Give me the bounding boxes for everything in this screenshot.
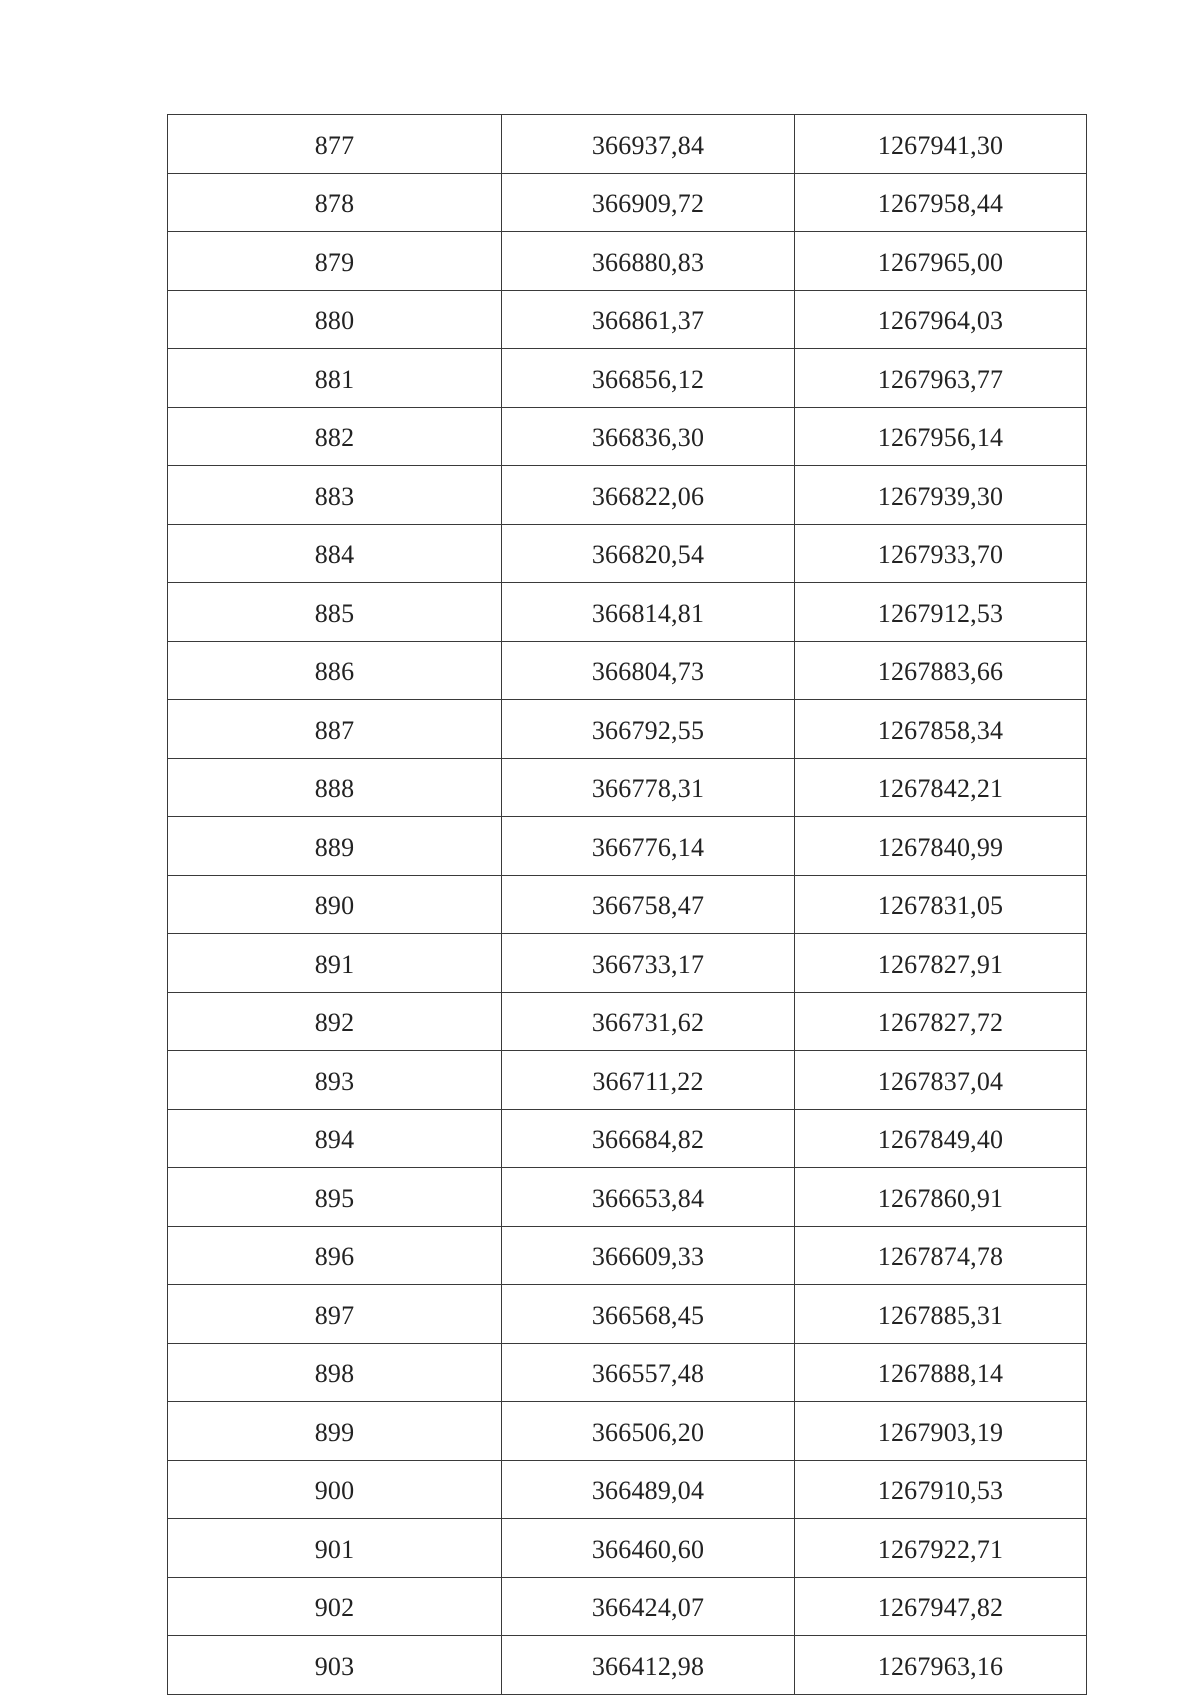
- point-number-cell: 886: [168, 641, 502, 700]
- x-coordinate-cell: 366684,82: [502, 1109, 795, 1168]
- table-row: [168, 758, 1087, 817]
- x-coordinate-cell: 366568,45: [502, 1285, 795, 1344]
- point-number-cell: 902: [168, 1577, 502, 1636]
- y-coordinate-cell: 1267963,16: [795, 1636, 1087, 1695]
- y-coordinate-cell: 1267939,30: [795, 466, 1087, 525]
- table-row: [168, 700, 1087, 759]
- x-coordinate-cell: 366711,22: [502, 1051, 795, 1110]
- point-number-cell: 879: [168, 232, 502, 291]
- point-number-cell: 892: [168, 992, 502, 1051]
- x-coordinate-cell: 366778,31: [502, 758, 795, 817]
- point-number-cell: 884: [168, 524, 502, 583]
- point-number-cell: 893: [168, 1051, 502, 1110]
- y-coordinate-cell: 1267837,04: [795, 1051, 1087, 1110]
- table-row: [168, 524, 1087, 583]
- point-number-cell: 896: [168, 1226, 502, 1285]
- point-number-cell: 899: [168, 1402, 502, 1461]
- point-number-cell: 877: [168, 115, 502, 174]
- table-row: [168, 349, 1087, 408]
- y-coordinate-cell: 1267831,05: [795, 875, 1087, 934]
- y-coordinate-cell: 1267903,19: [795, 1402, 1087, 1461]
- table-row: [168, 1109, 1087, 1168]
- x-coordinate-cell: 366937,84: [502, 115, 795, 174]
- point-number-cell: 897: [168, 1285, 502, 1344]
- x-coordinate-cell: 366733,17: [502, 934, 795, 993]
- x-coordinate-cell: 366861,37: [502, 290, 795, 349]
- table-row: [168, 1226, 1087, 1285]
- point-number-cell: 890: [168, 875, 502, 934]
- table-row: [168, 115, 1087, 174]
- table-row: [168, 875, 1087, 934]
- x-coordinate-cell: 366909,72: [502, 173, 795, 232]
- table-row: [168, 173, 1087, 232]
- point-number-cell: 895: [168, 1168, 502, 1227]
- table-row: [168, 1460, 1087, 1519]
- x-coordinate-cell: 366731,62: [502, 992, 795, 1051]
- y-coordinate-cell: 1267912,53: [795, 583, 1087, 642]
- x-coordinate-cell: 366758,47: [502, 875, 795, 934]
- y-coordinate-cell: 1267933,70: [795, 524, 1087, 583]
- y-coordinate-cell: 1267910,53: [795, 1460, 1087, 1519]
- x-coordinate-cell: 366804,73: [502, 641, 795, 700]
- x-coordinate-cell: 366792,55: [502, 700, 795, 759]
- x-coordinate-cell: 366489,04: [502, 1460, 795, 1519]
- x-coordinate-cell: 366557,48: [502, 1343, 795, 1402]
- point-number-cell: 880: [168, 290, 502, 349]
- y-coordinate-cell: 1267956,14: [795, 407, 1087, 466]
- y-coordinate-cell: 1267888,14: [795, 1343, 1087, 1402]
- y-coordinate-cell: 1267947,82: [795, 1577, 1087, 1636]
- y-coordinate-cell: 1267827,91: [795, 934, 1087, 993]
- y-coordinate-cell: 1267885,31: [795, 1285, 1087, 1344]
- point-number-cell: 889: [168, 817, 502, 876]
- x-coordinate-cell: 366460,60: [502, 1519, 795, 1578]
- table-row: [168, 1051, 1087, 1110]
- y-coordinate-cell: 1267922,71: [795, 1519, 1087, 1578]
- table-row: [168, 1636, 1087, 1695]
- x-coordinate-cell: 366506,20: [502, 1402, 795, 1461]
- x-coordinate-cell: 366880,83: [502, 232, 795, 291]
- y-coordinate-cell: 1267964,03: [795, 290, 1087, 349]
- point-number-cell: 881: [168, 349, 502, 408]
- x-coordinate-cell: 366822,06: [502, 466, 795, 525]
- x-coordinate-cell: 366609,33: [502, 1226, 795, 1285]
- table-row: [168, 1519, 1087, 1578]
- coordinates-table-body: [168, 115, 1087, 1695]
- x-coordinate-cell: 366776,14: [502, 817, 795, 876]
- y-coordinate-cell: 1267965,00: [795, 232, 1087, 291]
- x-coordinate-cell: 366856,12: [502, 349, 795, 408]
- point-number-cell: 888: [168, 758, 502, 817]
- table-row: [168, 583, 1087, 642]
- x-coordinate-cell: 366820,54: [502, 524, 795, 583]
- y-coordinate-cell: 1267849,40: [795, 1109, 1087, 1168]
- table-row: [168, 1343, 1087, 1402]
- table-row: [168, 1577, 1087, 1636]
- table-row: [168, 407, 1087, 466]
- table-row: [168, 466, 1087, 525]
- y-coordinate-cell: 1267963,77: [795, 349, 1087, 408]
- point-number-cell: 885: [168, 583, 502, 642]
- y-coordinate-cell: 1267840,99: [795, 817, 1087, 876]
- y-coordinate-cell: 1267827,72: [795, 992, 1087, 1051]
- table-row: [168, 232, 1087, 291]
- y-coordinate-cell: 1267842,21: [795, 758, 1087, 817]
- y-coordinate-cell: 1267860,91: [795, 1168, 1087, 1227]
- y-coordinate-cell: 1267958,44: [795, 173, 1087, 232]
- point-number-cell: 883: [168, 466, 502, 525]
- table-row: [168, 1402, 1087, 1461]
- point-number-cell: 901: [168, 1519, 502, 1578]
- x-coordinate-cell: 366653,84: [502, 1168, 795, 1227]
- x-coordinate-cell: 366814,81: [502, 583, 795, 642]
- point-number-cell: 894: [168, 1109, 502, 1168]
- x-coordinate-cell: 366836,30: [502, 407, 795, 466]
- table-row: [168, 641, 1087, 700]
- point-number-cell: 878: [168, 173, 502, 232]
- table-row: [168, 1285, 1087, 1344]
- table-row: [168, 934, 1087, 993]
- table-row: [168, 290, 1087, 349]
- table-row: [168, 1168, 1087, 1227]
- point-number-cell: 887: [168, 700, 502, 759]
- y-coordinate-cell: 1267883,66: [795, 641, 1087, 700]
- x-coordinate-cell: 366412,98: [502, 1636, 795, 1695]
- coordinates-table: [167, 114, 1087, 1695]
- point-number-cell: 900: [168, 1460, 502, 1519]
- table-row: [168, 992, 1087, 1051]
- point-number-cell: 882: [168, 407, 502, 466]
- y-coordinate-cell: 1267858,34: [795, 700, 1087, 759]
- y-coordinate-cell: 1267874,78: [795, 1226, 1087, 1285]
- table-row: [168, 817, 1087, 876]
- x-coordinate-cell: 366424,07: [502, 1577, 795, 1636]
- y-coordinate-cell: 1267941,30: [795, 115, 1087, 174]
- point-number-cell: 898: [168, 1343, 502, 1402]
- point-number-cell: 903: [168, 1636, 502, 1695]
- point-number-cell: 891: [168, 934, 502, 993]
